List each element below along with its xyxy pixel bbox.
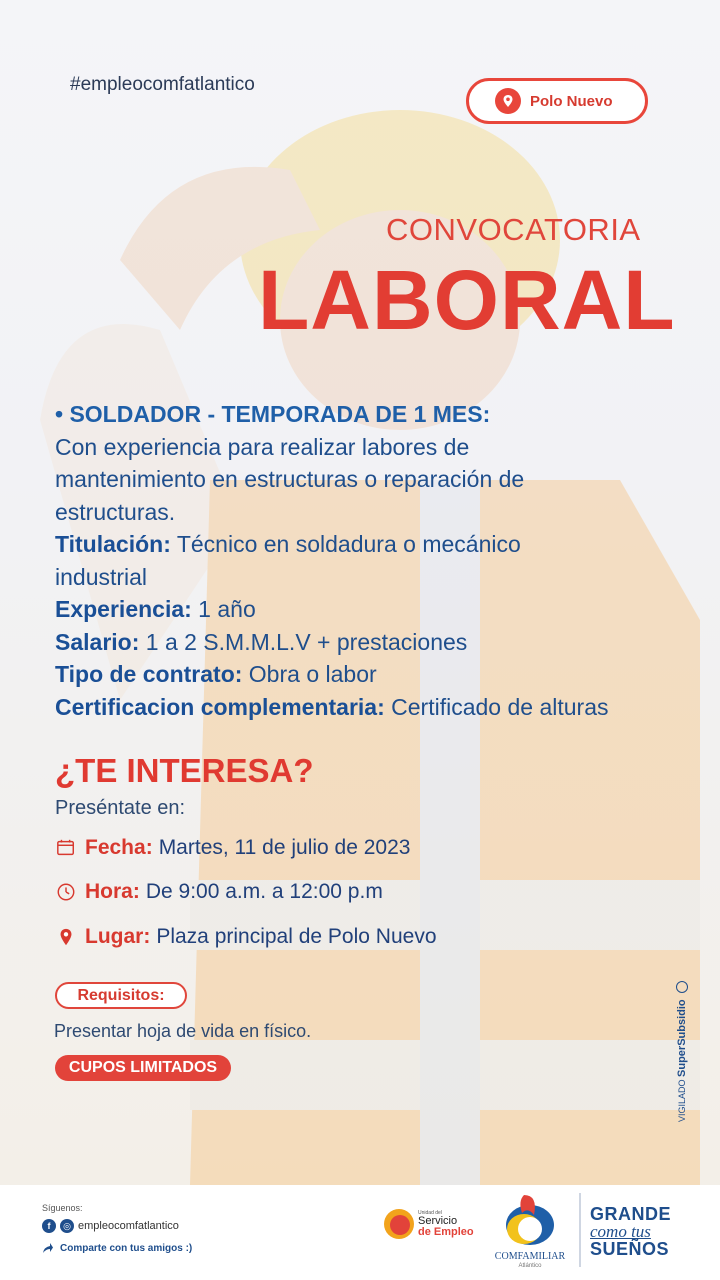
lugar-label: Lugar: [85,925,151,948]
supersubsidio-icon [676,981,688,993]
servicio-line-1: Servicio [418,1214,458,1227]
vigilado-prefix: VIGILADO [677,1079,687,1122]
comfamiliar-name: COMFAMILIAR [494,1251,566,1262]
comfamiliar-emblem-icon [488,1191,572,1251]
salario-row [55,626,685,659]
hora-row [55,880,383,904]
share-text: Comparte con tus amigos :) [60,1242,193,1254]
location-name: Polo Nuevo [530,92,613,110]
hora-value: De 9:00 a.m. a 12:00 p.m [145,880,383,903]
vigilado-brand: SuperSubsidio [676,999,688,1077]
title-convocatoria: CONVOCATORIA [386,212,641,247]
siguenos-label: Síguenos: [42,1203,83,1213]
experiencia-value: 1 año [191,596,256,622]
contrato-label: Tipo de contrato: [55,661,243,687]
limited-spots-badge: CUPOS LIMITADOS [55,1055,231,1081]
requirements-badge: Requisitos: [55,982,187,1009]
job-description-line-1: Con experiencia para realizar labores de [55,433,470,460]
experiencia-row [55,593,685,626]
servicio-de-empleo-logo [384,1209,474,1239]
slogan-line-1: GRANDE [590,1204,672,1224]
titulacion-label: Titulación: [55,531,171,557]
servicio-small-text: Unidad del [418,1209,442,1216]
presentate-label: Preséntate en: [55,797,186,819]
contrato-row [55,658,685,691]
comfamiliar-sub: Atlántico [518,1263,542,1269]
titulacion-value: Técnico en soldadura o mecánico [170,531,521,557]
lugar-value: Plaza principal de Polo Nuevo [156,925,437,948]
footer [0,1185,720,1280]
location-badge [466,78,648,124]
social-handle-text: empleocomfatlantico [78,1220,179,1232]
lugar-row [55,925,437,949]
fecha-value: Martes, 11 de julio de 2023 [158,836,411,859]
footer-divider [579,1193,581,1267]
requirements-text: Presentar hoja de vida en físico. [54,1021,312,1041]
certificacion-label: Certificacion complementaria: [55,693,385,720]
comfamiliar-logo [488,1191,572,1275]
titulacion-row [55,528,685,561]
title-laboral: LABORAL [258,253,676,347]
interest-heading: ¿TE INTERESA? [55,752,314,789]
clock-icon [55,881,77,903]
share-link[interactable] [42,1242,192,1254]
calendar-icon [55,837,77,859]
slogan-line-3: SUEÑOS [590,1239,670,1259]
location-pin-icon [495,88,521,114]
salario-label: Salario: [55,628,140,655]
instagram-icon[interactable]: ◎ [60,1219,74,1233]
job-details [55,398,685,723]
experiencia-label: Experiencia: [55,596,192,622]
certificacion-row [55,691,685,724]
salario-value: 1 a 2 S.M.M.L.V + prestaciones [139,628,468,655]
hashtag: #empleocomfatlantico [70,74,255,95]
job-title: • SOLDADOR - TEMPORADA DE 1 MES: [55,401,491,427]
hora-label: Hora: [85,880,140,903]
slogan-line-2: como tus [590,1222,651,1241]
social-handle[interactable] [42,1219,179,1233]
job-description-line-3: estructuras. [55,498,176,525]
facebook-icon[interactable]: f [42,1219,56,1233]
share-icon [42,1242,54,1254]
servicio-de-empleo-emblem-icon [384,1209,414,1239]
servicio-line-2: de Empleo [418,1225,474,1238]
slogan [590,1205,671,1258]
certificacion-value: Certificado de alturas [384,693,609,720]
job-description-line-2: mantenimiento en estructuras o reparación de [55,466,525,492]
location-pin-icon [55,926,77,948]
titulacion-value-line-2: industrial [55,563,148,590]
vigilado-supersubsidio [676,972,698,1122]
fecha-label: Fecha: [85,836,153,859]
fecha-row [55,836,410,860]
contrato-value: Obra o labor [242,661,377,687]
